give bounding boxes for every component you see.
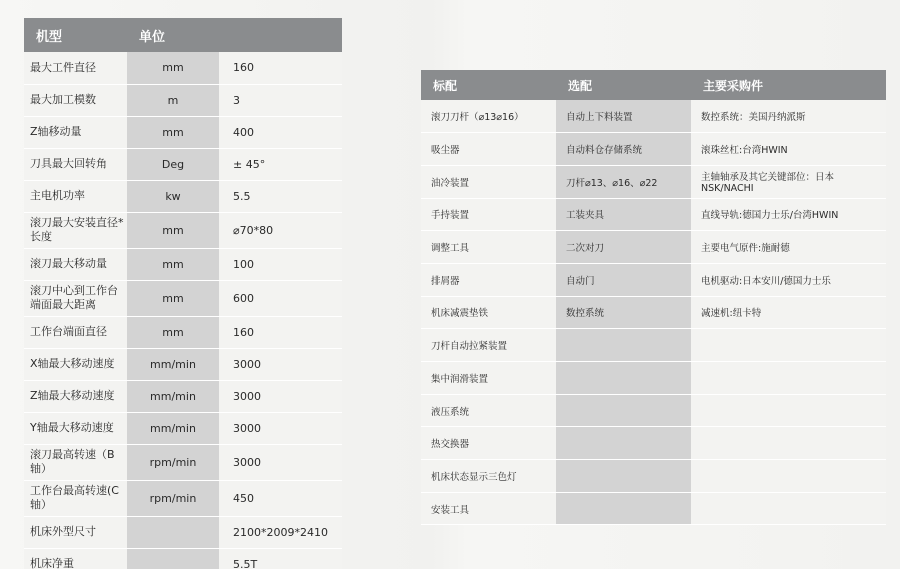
standard-item: 机床减震垫铁 bbox=[421, 296, 556, 329]
spec-name: Z轴最大移动速度 bbox=[24, 380, 127, 412]
table-row bbox=[421, 427, 886, 460]
purchased-item bbox=[691, 329, 886, 362]
spec-table-header bbox=[24, 18, 342, 52]
spec-value: 160 bbox=[219, 316, 342, 348]
table-row bbox=[421, 133, 886, 166]
table-row bbox=[24, 116, 342, 148]
spec-name: 滚刀最大安装直径*长度 bbox=[24, 212, 127, 248]
spec-value: 3000 bbox=[219, 444, 342, 480]
table-row bbox=[421, 460, 886, 493]
table-row bbox=[24, 84, 342, 116]
spec-name: 工作台最高转速(C轴） bbox=[24, 480, 127, 516]
header-value bbox=[219, 18, 342, 52]
spec-value: 2100*2009*2410 bbox=[219, 516, 342, 548]
table-row bbox=[421, 362, 886, 395]
optional-item: 二次对刀 bbox=[556, 231, 691, 264]
header-model: 机型 bbox=[24, 18, 127, 52]
spec-value: ± 45° bbox=[219, 148, 342, 180]
spec-value: 3000 bbox=[219, 348, 342, 380]
table-row bbox=[24, 180, 342, 212]
optional-item bbox=[556, 394, 691, 427]
table-row bbox=[421, 394, 886, 427]
optional-item: 自动门 bbox=[556, 263, 691, 296]
spec-unit: m bbox=[127, 84, 219, 116]
table-row bbox=[421, 198, 886, 231]
standard-item: 机床状态显示三色灯 bbox=[421, 460, 556, 493]
standard-item: 油冷装置 bbox=[421, 165, 556, 198]
header-optional: 选配 bbox=[556, 70, 691, 100]
table-row bbox=[24, 212, 342, 248]
table-row bbox=[24, 444, 342, 480]
spec-value: 5.5 bbox=[219, 180, 342, 212]
spec-unit: mm bbox=[127, 248, 219, 280]
standard-item: 刀杆自动拉紧装置 bbox=[421, 329, 556, 362]
table-row bbox=[421, 165, 886, 198]
spec-unit: Deg bbox=[127, 148, 219, 180]
header-standard: 标配 bbox=[421, 70, 556, 100]
purchased-item: 电机驱动:日本安川/德国力士乐 bbox=[691, 263, 886, 296]
purchased-item: 主要电气原件:施耐德 bbox=[691, 231, 886, 264]
table-row bbox=[24, 316, 342, 348]
standard-item: 集中润滑装置 bbox=[421, 362, 556, 395]
spec-name: Y轴最大移动速度 bbox=[24, 412, 127, 444]
spec-value: 100 bbox=[219, 248, 342, 280]
spec-unit: kw bbox=[127, 180, 219, 212]
optional-item bbox=[556, 427, 691, 460]
purchased-item: 减速机:纽卡特 bbox=[691, 296, 886, 329]
spec-value: 400 bbox=[219, 116, 342, 148]
optional-item bbox=[556, 362, 691, 395]
spec-unit: mm/min bbox=[127, 412, 219, 444]
spec-name: X轴最大移动速度 bbox=[24, 348, 127, 380]
optional-item: 自动上下料装置 bbox=[556, 100, 691, 133]
spec-name: 最大工件直径 bbox=[24, 52, 127, 84]
optional-item bbox=[556, 492, 691, 525]
table-row bbox=[421, 263, 886, 296]
purchased-item: 主轴轴承及其它关键部位：日本NSK/NACHI bbox=[691, 165, 886, 198]
optional-item bbox=[556, 460, 691, 493]
spec-unit bbox=[127, 516, 219, 548]
config-table-body bbox=[421, 100, 886, 525]
spec-value: 160 bbox=[219, 52, 342, 84]
spec-name: 最大加工模数 bbox=[24, 84, 127, 116]
spec-unit: rpm/min bbox=[127, 444, 219, 480]
spec-name: Z轴移动量 bbox=[24, 116, 127, 148]
purchased-item bbox=[691, 394, 886, 427]
table-row bbox=[24, 348, 342, 380]
table-row bbox=[421, 296, 886, 329]
spec-value: ⌀70*80 bbox=[219, 212, 342, 248]
config-table-header bbox=[421, 70, 886, 100]
spec-name: 滚刀最大移动量 bbox=[24, 248, 127, 280]
spec-table bbox=[24, 18, 342, 569]
optional-item: 自动料仓存储系统 bbox=[556, 133, 691, 166]
spec-unit: mm/min bbox=[127, 380, 219, 412]
spec-unit: mm bbox=[127, 280, 219, 316]
spec-value: 3000 bbox=[219, 380, 342, 412]
spec-unit: rpm/min bbox=[127, 480, 219, 516]
table-row bbox=[24, 516, 342, 548]
standard-item: 吸尘器 bbox=[421, 133, 556, 166]
purchased-item bbox=[691, 362, 886, 395]
spec-unit: mm bbox=[127, 316, 219, 348]
spec-name: 刀具最大回转角 bbox=[24, 148, 127, 180]
spec-unit: mm bbox=[127, 212, 219, 248]
spec-table-body bbox=[24, 52, 342, 569]
spec-value: 3000 bbox=[219, 412, 342, 444]
purchased-item: 滚珠丝杠:台湾HWIN bbox=[691, 133, 886, 166]
purchased-item bbox=[691, 427, 886, 460]
purchased-item: 直线导轨:德国力士乐/台湾HWIN bbox=[691, 198, 886, 231]
table-row bbox=[24, 52, 342, 84]
table-row bbox=[24, 280, 342, 316]
spec-value: 600 bbox=[219, 280, 342, 316]
purchased-item bbox=[691, 460, 886, 493]
config-table bbox=[421, 70, 886, 525]
spec-name: 工作台端面直径 bbox=[24, 316, 127, 348]
spec-name: 机床净重 bbox=[24, 548, 127, 569]
standard-item: 安装工具 bbox=[421, 492, 556, 525]
header-purchased: 主要采购件 bbox=[691, 70, 886, 100]
table-row bbox=[24, 548, 342, 569]
spec-name: 机床外型尺寸 bbox=[24, 516, 127, 548]
header-unit: 单位 bbox=[127, 18, 219, 52]
purchased-item bbox=[691, 492, 886, 525]
table-row bbox=[421, 231, 886, 264]
table-row bbox=[24, 412, 342, 444]
spec-unit: mm bbox=[127, 116, 219, 148]
spec-value: 3 bbox=[219, 84, 342, 116]
standard-item: 液压系统 bbox=[421, 394, 556, 427]
spec-name: 滚刀中心到工作台端面最大距离 bbox=[24, 280, 127, 316]
spec-value: 450 bbox=[219, 480, 342, 516]
table-row bbox=[24, 480, 342, 516]
table-row bbox=[24, 148, 342, 180]
optional-item: 工装夹具 bbox=[556, 198, 691, 231]
standard-item: 排屑器 bbox=[421, 263, 556, 296]
optional-item bbox=[556, 329, 691, 362]
table-row bbox=[24, 380, 342, 412]
spec-name: 主电机功率 bbox=[24, 180, 127, 212]
spec-name: 滚刀最高转速（B轴） bbox=[24, 444, 127, 480]
table-row bbox=[421, 100, 886, 133]
optional-item: 数控系统 bbox=[556, 296, 691, 329]
table-row bbox=[421, 492, 886, 525]
spec-unit: mm bbox=[127, 52, 219, 84]
spec-value: 5.5T bbox=[219, 548, 342, 569]
table-row bbox=[421, 329, 886, 362]
standard-item: 调整工具 bbox=[421, 231, 556, 264]
table-row bbox=[24, 248, 342, 280]
optional-item: 刀杆⌀13、⌀16、⌀22 bbox=[556, 165, 691, 198]
standard-item: 手持装置 bbox=[421, 198, 556, 231]
spec-unit: mm/min bbox=[127, 348, 219, 380]
standard-item: 滚刀刀杆（⌀13⌀16） bbox=[421, 100, 556, 133]
purchased-item: 数控系统：美国丹纳派斯 bbox=[691, 100, 886, 133]
standard-item: 热交换器 bbox=[421, 427, 556, 460]
spec-unit bbox=[127, 548, 219, 569]
